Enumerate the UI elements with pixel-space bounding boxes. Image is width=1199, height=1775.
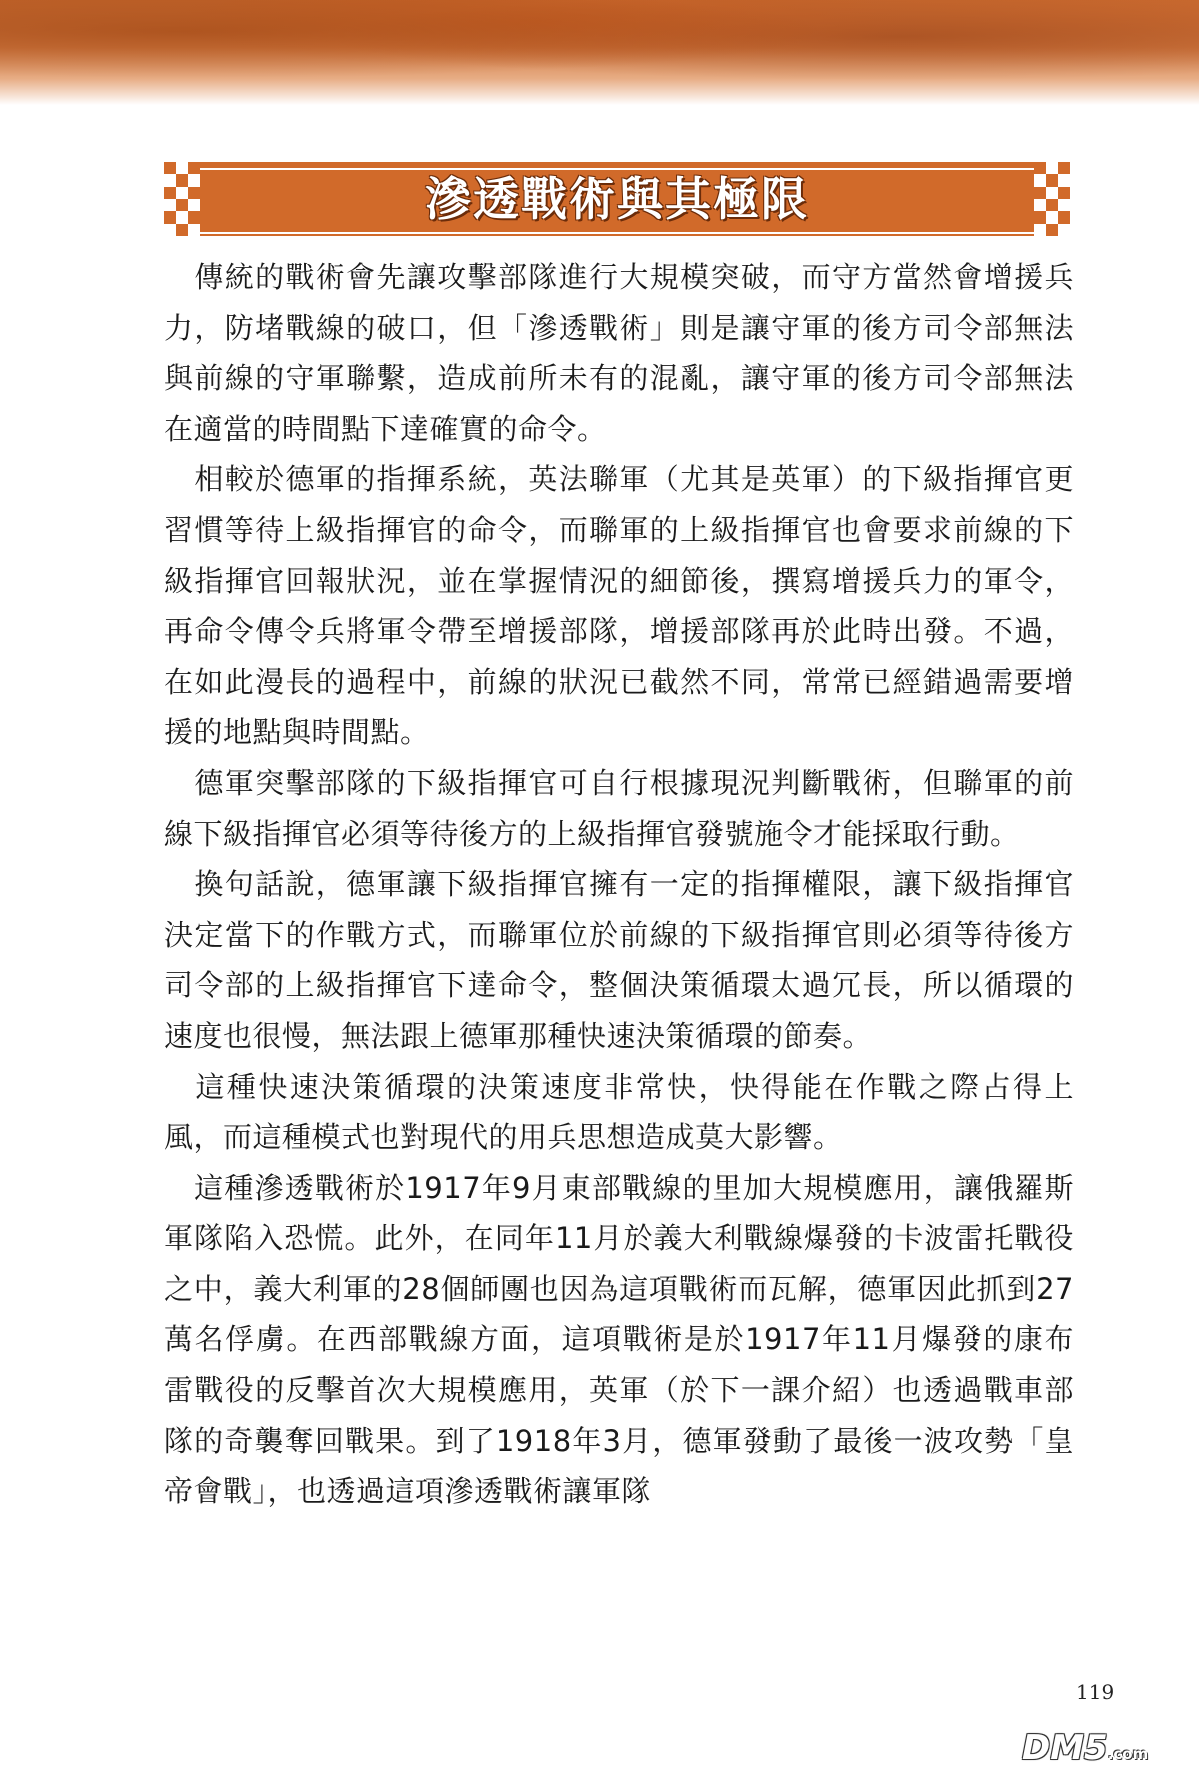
watermark-logo-text: DM5: [1022, 1728, 1108, 1768]
article-body: [164, 252, 1074, 1517]
watermark-suffix: .com: [1107, 1745, 1149, 1763]
page-title: 滲透戰術與其極限: [425, 172, 809, 226]
site-watermark: [1022, 1728, 1148, 1768]
top-decorative-banner: [0, 0, 1199, 105]
paragraph-6: 這種滲透戰術於1917年9月東部戰線的里加大規模應用，讓俄羅斯軍隊陷入恐慌。此外，在同年11月於義大利戰線爆發的卡波雷托戰役之中，義大利軍的28個師團也因為這項戰術而瓦解，德軍因此抓到27萬名俘虜。在西部戰線方面，這項戰術是於1917年11月爆發的康布雷戰役的反擊首次大規模應用，英軍（於下一課介紹）也透過戰車部隊的奇襲奪回戰果。到了1918年3月，德軍發動了最後一波攻勢「皇帝會戰」，也透過這項滲透戰術讓軍隊: [164, 1170, 1074, 1509]
page-number: 119: [1076, 1680, 1115, 1704]
paragraph-5: 這種快速決策循環的決策速度非常快，快得能在作戰之際占得上風，而這種模式也對現代的用兵思想造成莫大影響。: [164, 1069, 1074, 1155]
paragraph-2: 相較於德軍的指揮系統，英法聯軍（尤其是英軍）的下級指揮官更習慣等待上級指揮官的命令，而聯軍的上級指揮官也會要求前線的下級指揮官回報狀況，並在掌握情況的細節後，撰寫增援兵力的軍令，再命令傳令兵將軍令帶至增援部隊，增援部隊再於此時出發。不過，在如此漫長的過程中，前線的狀況已截然不同，常常已經錯過需要增援的地點與時間點。: [164, 462, 1074, 750]
paragraph-1: 傳統的戰術會先讓攻擊部隊進行大規模突破，而守方當然會增援兵力，防堵戰線的破口，但「滲透戰術」則是讓守軍的後方司令部無法與前線的守軍聯繫，造成前所未有的混亂，讓守軍的後方司令部無法在適當的時間點下達確實的命令。: [164, 260, 1074, 446]
paragraph-3: 德軍突擊部隊的下級指揮官可自行根據現況判斷戰術，但聯軍的前線下級指揮官必須等待後方的上級指揮官發號施令才能採取行動。: [164, 765, 1074, 851]
section-title-bar: [164, 162, 1070, 236]
paragraph-4: 換句話說，德軍讓下級指揮官擁有一定的指揮權限，讓下級指揮官決定當下的作戰方式，而聯軍位於前線的下級指揮官則必須等待後方司令部的上級指揮官下達命令，整個決策循環太過冗長，所以循環的速度也很慢，無法跟上德軍那種快速決策循環的節奏。: [164, 867, 1074, 1053]
checker-pattern-right: [1034, 162, 1070, 236]
